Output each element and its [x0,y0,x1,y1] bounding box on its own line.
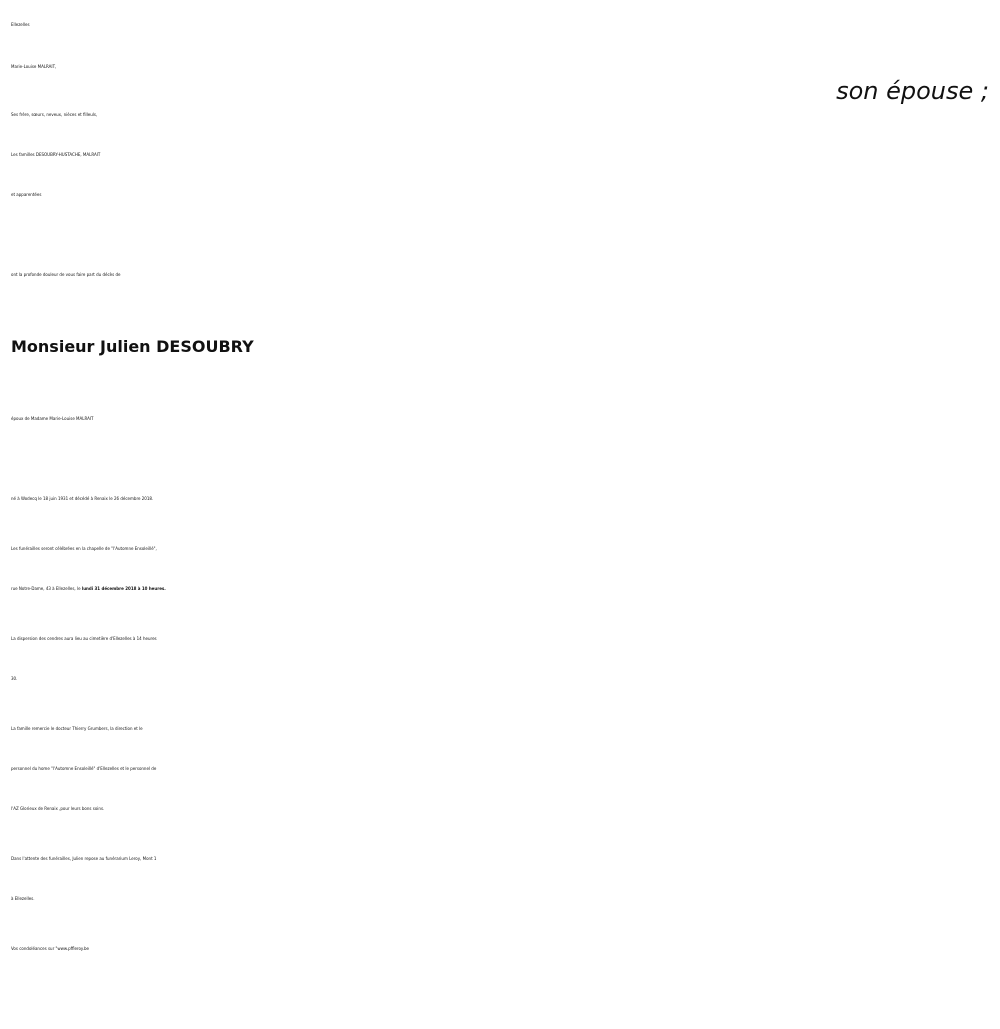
family-line-2: Les familles DESOUBRY-HUSTACHE, MALRAIT [11,152,101,157]
funeral-line-1: Les funérailles seront célébrées en la chapelle de "l'Automne Ensoleillé", [11,546,157,551]
town-heading: Ellezelles [11,22,30,27]
repose-line-2: à Ellezelles. [11,896,35,901]
funeral-paragraph [11,529,981,609]
funeral-line-2 [11,569,981,609]
family-block [11,95,981,215]
dispersion-paragraph [11,619,981,699]
thanks-line-1: La famille remercie le docteur Thierry Grumbers, la direction et le [11,726,143,731]
birth-death-text: né à Wodecq le 18 juin 1931 et décédé à Renaix le 26 décembre 2018. [11,496,154,501]
announcement-text: ont la profonde douleur de vous faire part du décès de [11,272,121,277]
condolences-link-text: Vos condoléances sur "www.pffleroy.be [11,946,90,951]
funeral-address: rue Notre-Dame, 43 à Ellezelles, le [11,586,82,591]
thanks-line-2: personnel du home "l'Automne Ensoleillé" d'Ellezelles et le personnel de [11,766,157,771]
funeral-date: lundi 31 décembre 2018 à 10 heures. [81,586,166,591]
dispersion-line-1: La dispersion des cendres aura lieu au cimetière d'Ellezelles à 14 heures [11,636,157,641]
thanks-line-3: l'AZ Glorieux de Renaix ,pour leurs bons soins. [11,806,105,811]
spouse-block [11,47,989,105]
spouse-name: Marie-Louise MALRAIT, [11,64,57,69]
spouse-role: son épouse ; [836,77,989,105]
obituary-notice [11,5,989,969]
deceased-name: Monsieur Julien DESOUBRY [11,337,254,356]
family-line-3: et apparentées [11,192,42,197]
deceased-relation: époux de Madame Marie-Louise MALRAIT [11,416,94,421]
thanks-paragraph [11,709,981,829]
dispersion-line-2: 30. [11,676,18,681]
repose-paragraph [11,839,981,919]
family-line-1: Ses frère, sœurs, neveux, nièces et filleuls, [11,112,98,117]
repose-line-1: Dans l'attente des funérailles, Julien repose au funérarium Leroy, Mont 1 [11,856,157,861]
